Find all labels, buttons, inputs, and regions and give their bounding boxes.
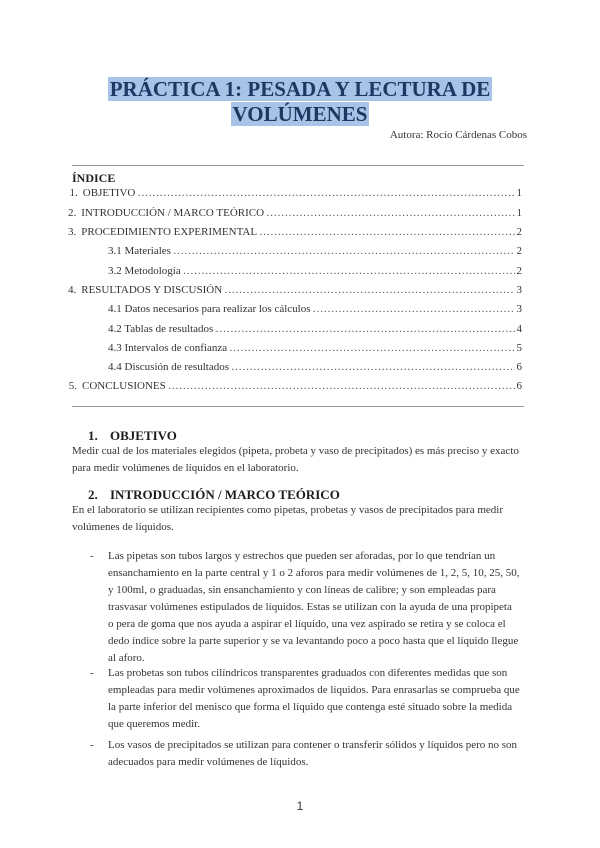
toc-leader bbox=[137, 187, 514, 199]
section-title: INTRODUCCIÓN / MARCO TEÓRICO bbox=[110, 487, 340, 502]
toc-leader bbox=[259, 226, 514, 238]
toc-bottom-divider bbox=[72, 406, 524, 407]
intro-paragraph: En el laboratorio se utilizan recipientes como pipetas, probetas y vasos de precipitados para medir volúmenes de líquidos. bbox=[72, 504, 503, 533]
toc-item-datos[interactable] bbox=[108, 303, 522, 315]
toc-label: RESULTADOS Y DISCUSIÓN bbox=[81, 284, 223, 296]
author: Autora: Rocío Cárdenas Cobos bbox=[389, 129, 527, 141]
toc-item-metodologia[interactable] bbox=[108, 265, 522, 277]
bullet-text: Los vasos de precipitados se utilizan para contener o transferir sólidos y líquidos pero no son adecuados para medir volúmenes de líquidos. bbox=[108, 739, 518, 768]
toc-number: 3. bbox=[68, 226, 77, 238]
toc-label: INTRODUCCIÓN / MARCO TEÓRICO bbox=[81, 207, 265, 219]
toc-label: 4.1 Datos necesarios para realizar los cálculos bbox=[108, 303, 311, 315]
toc-leader bbox=[229, 342, 514, 354]
toc-number: 1. bbox=[69, 187, 78, 199]
toc-page: 5 bbox=[516, 342, 522, 354]
toc-item-discusion[interactable] bbox=[108, 361, 522, 373]
toc-label: 3.1 Materiales bbox=[108, 245, 171, 257]
toc-leader bbox=[266, 207, 514, 219]
toc-item-materiales[interactable] bbox=[108, 245, 522, 257]
bullet-text: Las probetas son tubos cilíndricos transparentes graduados con diferentes medidas que son empleadas para medir volúmenes aproximados de líquidos. Para enrasarlas se comprueba que la parte inferior del menisco que forma el líquido que contenga esté situado sobre la medida que queremos medir. bbox=[108, 667, 520, 730]
toc-leader bbox=[173, 245, 515, 257]
bullet-dash: - bbox=[90, 739, 94, 751]
bullet-dash: - bbox=[90, 667, 94, 679]
section-heading-introduccion bbox=[88, 487, 340, 503]
toc-number: 4. bbox=[68, 284, 77, 296]
toc-top-divider bbox=[72, 165, 524, 166]
section-number: 2. bbox=[88, 487, 98, 502]
toc-label: 3.2 Metodología bbox=[108, 265, 181, 277]
toc-page: 3 bbox=[516, 303, 522, 315]
toc-page: 3 bbox=[516, 284, 522, 296]
toc-label: 4.4 Discusión de resultados bbox=[108, 361, 229, 373]
toc-page: 4 bbox=[516, 323, 522, 335]
toc-item-intervalos[interactable] bbox=[108, 342, 522, 354]
toc-leader bbox=[183, 265, 515, 277]
toc-item-resultados[interactable] bbox=[68, 284, 522, 296]
toc-leader bbox=[215, 323, 514, 335]
bullet-dash: - bbox=[90, 550, 94, 562]
toc-page: 1 bbox=[516, 187, 522, 199]
bullet-text: Las pipetas son tubos largos y estrechos que pueden ser aforadas, por lo que tendrían un ensanchamiento en la parte central y 1 o 2 aforos para medir volúmenes de 1, 2, 5, 10, 25, 50, y 100ml, o graduadas, sin ensanchamiento y con líneas de calibre; y son empleadas para trasvasar volúmenes estipulados de líquidos. Estas se utilizan con la ayuda de una propipeta o pera de goma que nos ayuda a aspirar el líquido, una vez aspirado se retira y se coloca el dedo índice sobre la parte superior y se va levantando poco a poco hasta que el líquido llegue al aforo. bbox=[108, 550, 520, 664]
toc-label: CONCLUSIONES bbox=[82, 380, 166, 392]
title-line-2: VOLÚMENES bbox=[232, 102, 368, 126]
toc-item-introduccion[interactable] bbox=[68, 207, 522, 219]
toc-label: OBJETIVO bbox=[82, 187, 136, 199]
toc-page: 2 bbox=[516, 265, 522, 277]
toc-leader bbox=[224, 284, 514, 296]
toc-page: 6 bbox=[516, 361, 522, 373]
toc-page: 2 bbox=[516, 226, 522, 238]
toc-page: 6 bbox=[516, 380, 522, 392]
toc-leader bbox=[313, 303, 515, 315]
toc-item-conclusiones[interactable] bbox=[68, 380, 522, 392]
toc-item-procedimiento[interactable] bbox=[68, 226, 522, 238]
toc-page: 1 bbox=[516, 207, 522, 219]
toc-number: 5. bbox=[68, 380, 77, 392]
toc-item-tablas[interactable] bbox=[108, 323, 522, 335]
section-heading-objetivo bbox=[88, 428, 177, 444]
objetivo-paragraph: Medir cual de los materiales elegidos (pipeta, probeta y vaso de precipitados) es más preciso y exacto para medir volúmenes de líquidos en el laboratorio. bbox=[72, 445, 519, 474]
toc-leader bbox=[168, 380, 515, 392]
section-title: OBJETIVO bbox=[110, 428, 177, 443]
page-number: 1 bbox=[296, 799, 304, 813]
section-number: 1. bbox=[88, 428, 98, 443]
toc-heading: ÍNDICE bbox=[72, 171, 116, 185]
toc-number: 2. bbox=[68, 207, 77, 219]
toc-label: 4.3 Intervalos de confianza bbox=[108, 342, 228, 354]
toc-item-objetivo[interactable] bbox=[68, 187, 522, 199]
toc-label: PROCEDIMIENTO EXPERIMENTAL bbox=[81, 226, 258, 238]
toc-leader bbox=[231, 361, 515, 373]
toc-label: 4.2 Tablas de resultados bbox=[108, 323, 214, 335]
toc-page: 2 bbox=[516, 245, 522, 257]
title-line-1: PRÁCTICA 1: PESADA Y LECTURA DE bbox=[109, 77, 491, 101]
